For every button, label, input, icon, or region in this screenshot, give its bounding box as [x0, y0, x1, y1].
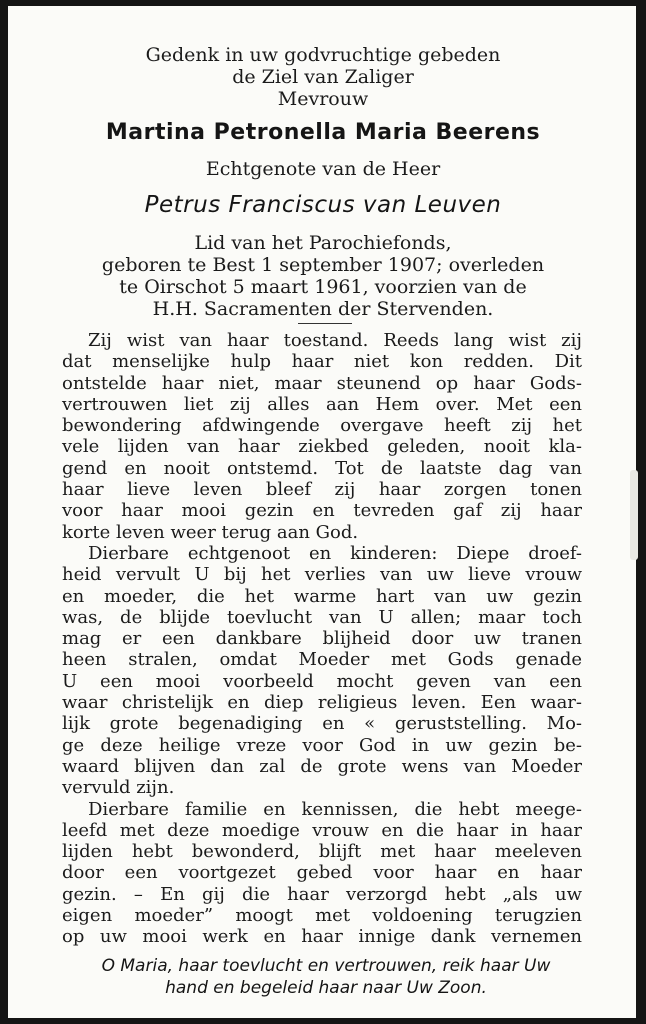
details-line: geboren te Best 1 september 1907; overleden — [101, 254, 545, 276]
memorial-text — [62, 330, 582, 948]
text-line: leefd met deze moedige vrouw en die haar in haar — [62, 819, 582, 841]
text-line: gezin. – En gij die haar verzorgd hebt „als uw — [62, 883, 582, 905]
header-text — [0, 44, 646, 110]
text-line: dat menselijke hulp haar niet kon redden. Dit — [62, 351, 582, 373]
text-line: korte leven weer terug aan God. — [62, 521, 359, 543]
text-line: vertrouwen liet zij alles aan Hem over. Met een — [62, 393, 582, 415]
text-line: Zij wist van haar toestand. Reeds lang wist zij — [88, 330, 582, 351]
deceased-name: Martina Petronella Maria Beerens — [105, 120, 541, 145]
header-line: de Ziel van Zaliger — [232, 66, 414, 88]
paper-tear — [630, 470, 638, 560]
details-line: H.H. Sacramenten der Stervenden. — [152, 298, 494, 320]
section-divider — [298, 323, 352, 324]
spouse-intro: Echtgenote van de Heer — [205, 158, 441, 180]
text-line: door een voortgezet gebed voor haar en haar — [62, 862, 582, 884]
closing-prayer — [46, 955, 606, 999]
text-line: voor haar mooi gezin en tevreden gaf zij haar — [62, 500, 582, 522]
text-line: op uw mooi werk en haar innige dank vernemen — [62, 926, 582, 948]
text-line: ge deze heilige vreze voor God in uw gezin be- — [62, 734, 582, 756]
life-details — [0, 232, 646, 320]
spouse-name: Petrus Franciscus van Leuven — [144, 192, 502, 218]
text-line: mag er een dankbare blijheid door uw tranen — [62, 628, 582, 650]
text-line: Dierbare echtgenoot en kinderen: Diepe droef- — [88, 542, 582, 564]
text-line: vele lijden van haar ziekbed geleden, nooit kla- — [62, 436, 582, 458]
prayer-line: O Maria, haar toevlucht en vertrouwen, reik haar Uw — [101, 956, 551, 976]
text-line: ontstelde haar niet, maar steunend op haar Gods- — [62, 372, 582, 394]
text-line: eigen moeder” moogt met voldoening terugzien — [62, 905, 582, 927]
text-line: lijk grote begenadiging en « geruststelling. Mo- — [62, 713, 582, 735]
text-line: lijden hebt bewonderd, blijft met haar meeleven — [62, 841, 582, 863]
text-line: waard blijven dan zal de grote wens van Moeder — [62, 755, 582, 777]
text-line: en moeder, die het warme hart van uw gezin — [62, 585, 582, 607]
text-line: U een mooi voorbeeld mocht geven van een — [62, 670, 582, 692]
text-line: Dierbare familie en kennissen, die hebt meege- — [88, 798, 582, 820]
details-line: Lid van het Parochiefonds, — [194, 232, 452, 254]
text-line: was, de blijde toevlucht van U allen; maar toch — [62, 606, 582, 628]
text-line: heid vervult U bij het verlies van uw lieve vrouw — [62, 564, 582, 586]
text-line: waar christelijk en diep religieus leven. Een waar- — [62, 692, 582, 714]
text-line: gend en nooit ontstemd. Tot de laatste dag van — [62, 457, 582, 479]
prayer-line: hand en begeleid haar naar Uw Zoon. — [165, 978, 487, 998]
details-line: te Oirschot 5 maart 1961, voorzien van de — [119, 276, 527, 298]
header-line: Mevrouw — [277, 88, 369, 110]
header-line: Gedenk in uw godvruchtige gebeden — [145, 44, 501, 66]
text-line: bewondering afdwingende overgave heeft zij het — [62, 415, 582, 437]
text-line: vervuld zijn. — [62, 777, 175, 799]
text-line: haar lieve leven bleef zij haar zorgen tonen — [62, 479, 582, 501]
text-line: heen stralen, omdat Moeder met Gods genade — [62, 649, 582, 671]
